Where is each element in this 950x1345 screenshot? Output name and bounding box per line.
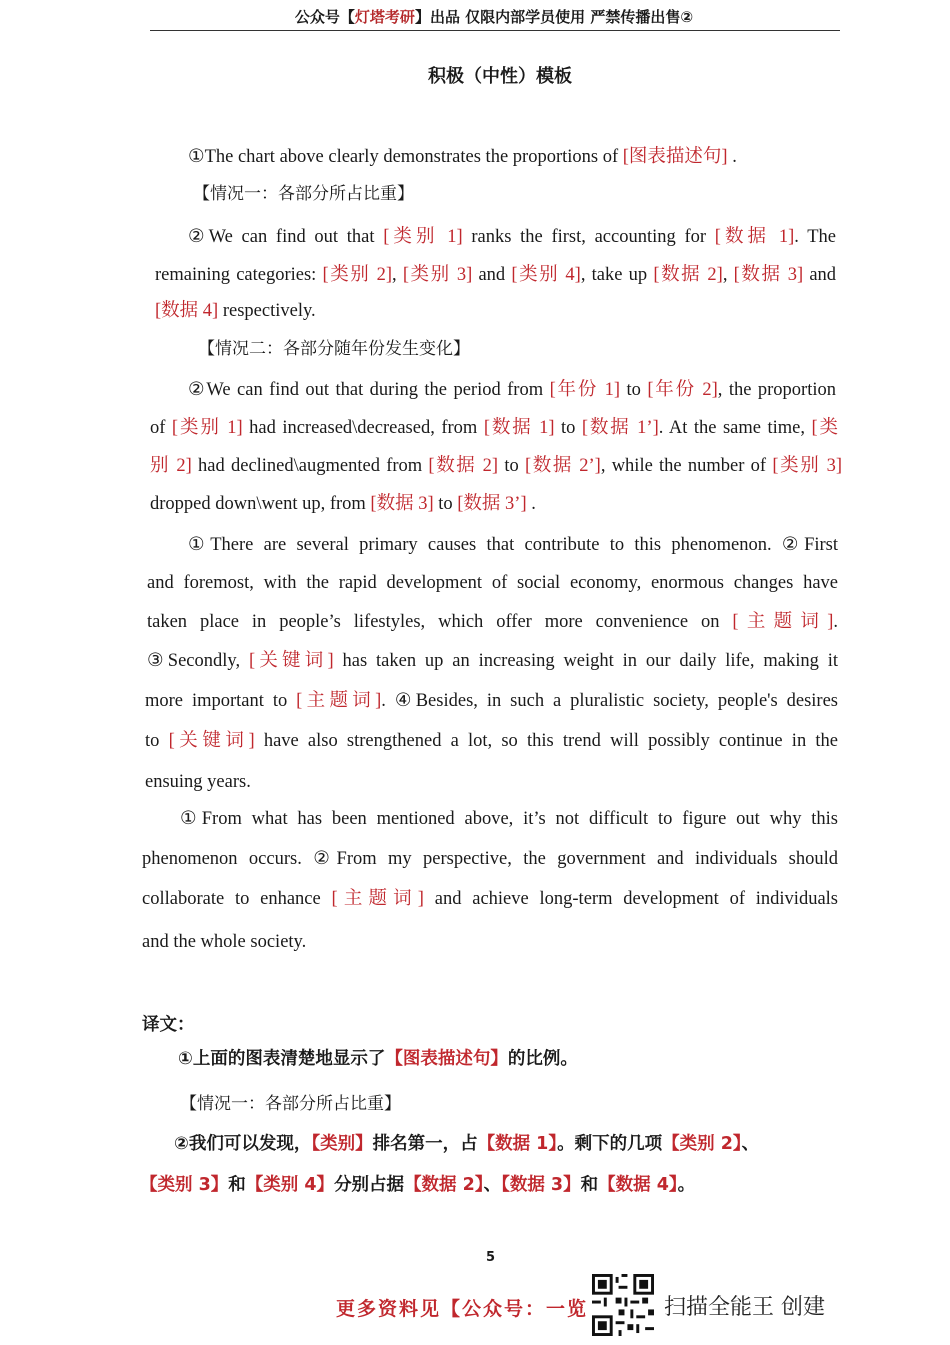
body2-line1: ①There are several primary causes that contribute to this phenomenon. ②First — [188, 535, 838, 555]
page-header: 公众号【灯塔考研】出品 仅限内部学员使用 严禁传播出售② — [294, 8, 694, 26]
case2-line1: ②We can find out that during the period from [年份 1] to [年份 2], the proportion — [188, 380, 836, 400]
body3-line2: phenomenon occurs. ②From my perspective, the government and individuals should — [142, 849, 838, 869]
header-rule — [150, 30, 840, 31]
translation-line2: ②我们可以发现，【类别】排名第一，占【数据 1】。剩下的几项【类别 2】、 — [174, 1134, 760, 1154]
page-number: 5 — [486, 1250, 496, 1265]
case1-line3: [数据 4] respectively. — [155, 301, 316, 321]
body2-line4: ③Secondly, [关键词] has taken up an increasing weight in our daily life, making it — [147, 651, 838, 671]
qr-code-icon — [592, 1274, 654, 1336]
scanner-watermark: 扫描全能王 创建 — [664, 1295, 825, 1320]
body3-line1: ①From what has been mentioned above, it’s not difficult to figure out why this — [180, 809, 838, 829]
header-brand: 灯塔考研 — [354, 8, 415, 26]
case2-heading: 【情况二：各部分随年份发生变化】 — [198, 339, 470, 359]
page-title: 积极（中性）模板 — [428, 66, 572, 87]
translation-case1-heading: 【情况一：各部分所占比重】 — [180, 1094, 401, 1114]
body2-line3: taken place in people’s lifestyles, which offer more convenience on [主题词]. — [147, 612, 838, 632]
opening-sentence: ①The chart above clearly demonstrates the proportions of [图表描述句] . — [188, 147, 737, 167]
body3-line4: and the whole society. — [142, 932, 307, 952]
footer-more-resources: 更多资料见【公众号：一览 — [336, 1298, 589, 1320]
body2-line2: and foremost, with the rapid development of social economy, enormous changes have — [147, 573, 838, 593]
body2-line7: ensuing years. — [145, 772, 251, 792]
case2-line4: dropped down\went up, from [数据 3] to [数据 3’] . — [150, 494, 536, 514]
case2-line2: of [类别 1] had increased\decreased, from [数据 1] to [数据 1’]. At the same time, [类 — [150, 418, 839, 438]
case1-line2: remaining categories: [类别 2], [类别 3] and [类别 4], take up [数据 2], [数据 3] and — [155, 265, 837, 285]
body3-line3: collaborate to enhance [主题词] and achieve long-term development of individuals — [142, 889, 838, 909]
body2-line6: to [关键词] have also strengthened a lot, so this trend will possibly continue in the — [145, 731, 838, 751]
case1-line1: ②We can find out that [类别 1] ranks the first, accounting for [数据 1]. The — [188, 227, 836, 247]
case2-line3: 别 2] had declined\augmented from [数据 2] to [数据 2’], while the number of [类别 3] — [150, 456, 842, 476]
translation-label: 译文： — [142, 1015, 195, 1035]
body2-line5: more important to [主题词]. ④Besides, in such a pluralistic society, people's desires — [145, 691, 839, 711]
translation-line1: ①上面的图表清楚地显示了【图表描述句】的比例。 — [178, 1049, 578, 1069]
case1-heading: 【情况一：各部分所占比重】 — [193, 184, 414, 204]
translation-line3: 【类别 3】和【类别 4】分别占据【数据 2】、【数据 3】和【数据 4】。 — [140, 1175, 696, 1195]
